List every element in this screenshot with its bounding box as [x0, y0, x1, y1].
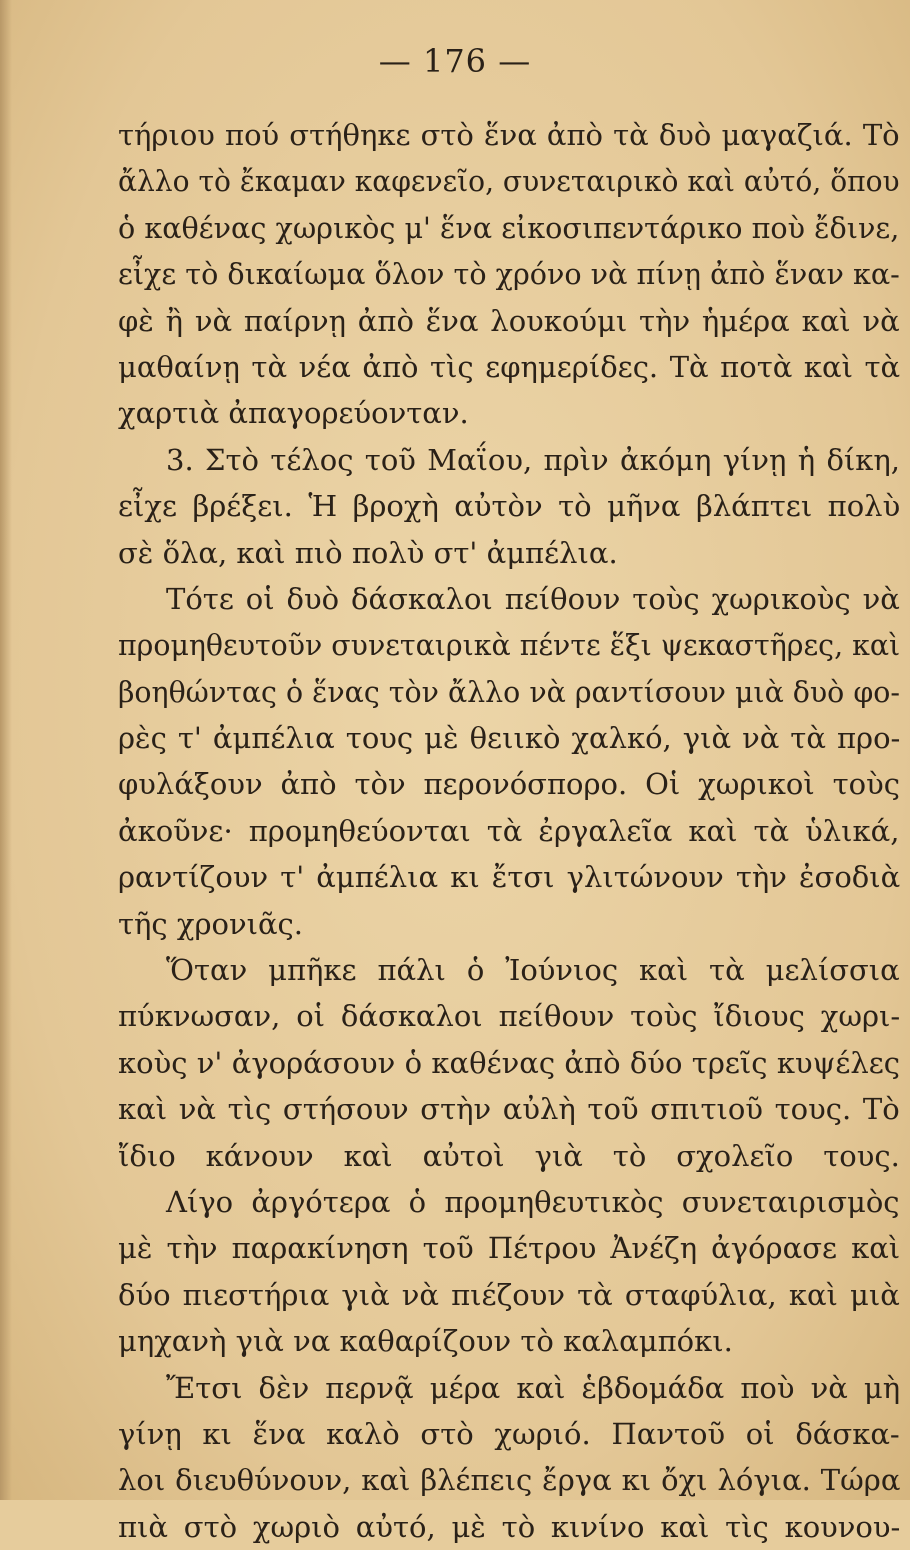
- text-line: δύο πιεστήρια γιὰ νὰ πιέζουν τὰ σταφύλια, καὶ μιὰ: [118, 1277, 900, 1312]
- text-line: γίνῃ κι ἕνα καλὸ στὸ χωριό. Παντοῦ οἱ δάσκα-: [118, 1416, 900, 1451]
- text-line: μὲ τὴν παρακίνηση τοῦ Πέτρου Ἀνέζη ἀγόρασε καὶ: [118, 1231, 901, 1266]
- text-line: καὶ νὰ τὶς στήσουν στὴν αὐλὴ τοῦ σπιτιοῦ τους. Τὸ: [118, 1092, 900, 1127]
- text-line: Λίγο ἀργότερα ὁ προμηθευτικὸς συνεταιρισμὸς: [166, 1184, 900, 1219]
- text-line: λοι διευθύνουν, καὶ βλέπεις ἔργα κι ὄχι λόγια. Τώρα: [118, 1463, 901, 1498]
- text-line: χαρτιὰ ἀπαγορεύονταν.: [118, 396, 469, 431]
- text-line: μηχανὴ γιὰ να καθαρίζουν τὸ καλαμπόκι.: [118, 1324, 733, 1359]
- text-line: ἄλλο τὸ ἔκαμαν καφενεῖο, συνεταιρικὸ καὶ αὐτό, ὅπου: [118, 164, 900, 199]
- spine-shadow: [0, 0, 12, 1500]
- text-line: Τότε οἱ δυὸ δάσκαλοι πείθουν τοὺς χωρικοὺς νὰ: [166, 581, 900, 616]
- text-line: μαθαίνῃ τὰ νέα ἀπὸ τὶς εφημερίδες. Τὰ ποτὰ καὶ τὰ: [118, 349, 901, 384]
- text-line: τήριου πού στήθηκε στὸ ἕνα ἀπὸ τὰ δυὸ μαγαζιά. Τὸ: [118, 118, 900, 152]
- text-line: εἶχε βρέξει. Ἡ βροχὴ αὐτὸν τὸ μῆνα βλάπτει πολὺ: [118, 489, 901, 524]
- text-line: σὲ ὅλα, καὶ πιὸ πολὺ στ' ἀμπέλια.: [118, 535, 618, 570]
- text-line: εἶχε τὸ δικαίωμα ὅλον τὸ χρόνο νὰ πίνῃ ἀπὸ ἕναν κα-: [118, 257, 900, 292]
- text-line: φὲ ἢ νὰ παίρνῃ ἀπὸ ἕνα λουκούμι τὴν ἡμέρα καὶ νὰ: [118, 303, 900, 338]
- text-line: πιὰ στὸ χωριὸ αὐτό, μὲ τὸ κινίνο καὶ τὶς κουνου-: [118, 1509, 901, 1544]
- body-text: [118, 112, 910, 1550]
- text-line: κοὺς ν' ἀγοράσουν ὁ καθένας ἀπὸ δύο τρεῖς κυψέλες: [118, 1045, 901, 1080]
- text-line: προμηθευτοῦν συνεταιρικὰ πέντε ἕξι ψεκαστῆρες, καὶ: [118, 628, 901, 663]
- text-line: Ὅταν μπῆκε πάλι ὁ Ἰούνιος καὶ τὰ μελίσσια: [166, 953, 900, 988]
- text-line: ἀκοῦνε· προμηθεύονται τὰ ἐργαλεῖα καὶ τὰ ὑλικά,: [118, 813, 900, 848]
- text-line: 3. Στὸ τέλος τοῦ Μαΐου, πρὶν ἀκόμη γίνῃ ἡ δίκη,: [166, 442, 900, 477]
- text-line: ἴδιο κάνουν καὶ αὐτοὶ γιὰ τὸ σχολεῖο τους.: [118, 1138, 900, 1173]
- text-line: τῆς χρονιᾶς.: [118, 906, 304, 941]
- text-line: ρὲς τ' ἀμπέλια τους μὲ θειικὸ χαλκό, γιὰ νὰ τὰ προ-: [118, 721, 901, 756]
- text-line: πύκνωσαν, οἱ δάσκαλοι πείθουν τοὺς ἴδιους χωρι-: [118, 999, 901, 1034]
- text-line: Ἔτσι δὲν περνᾷ μέρα καὶ ἑβδομάδα ποὺ νὰ μὴ: [166, 1370, 901, 1405]
- text-line: φυλάξουν ἀπὸ τὸν περονόσπορο. Οἱ χωρικοὶ τοὺς: [118, 767, 900, 802]
- text-line: βοηθώντας ὁ ἕνας τὸν ἄλλο νὰ ραντίσουν μιὰ δυὸ φο-: [118, 674, 900, 709]
- text-line: ὁ καθένας χωρικὸς μ' ἕνα εἰκοσιπεντάρικο ποὺ ἔδινε,: [118, 210, 900, 245]
- text-line: ραντίζουν τ' ἀμπέλια κι ἔτσι γλιτώνουν τὴν ἐσοδιὰ: [118, 860, 901, 895]
- page-number: — 176 —: [378, 42, 532, 80]
